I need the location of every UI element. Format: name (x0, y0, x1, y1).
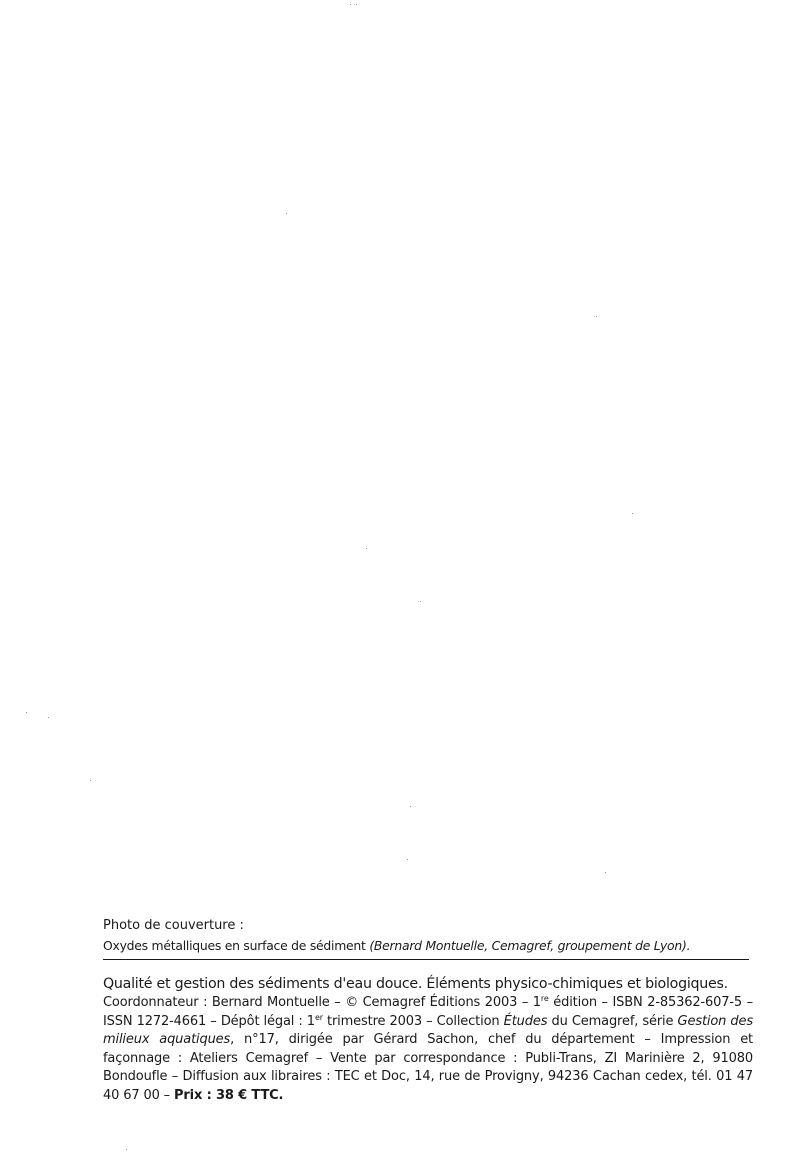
scan-speck (420, 601, 421, 602)
scan-speck (350, 4, 351, 5)
scan-speck (90, 780, 91, 781)
cover-photo-subject: Oxydes métalliques en surface de sédiment (103, 938, 366, 953)
scan-speck (26, 712, 27, 713)
scan-speck (596, 316, 597, 317)
price: Prix : 38 € TTC. (174, 1087, 284, 1103)
scan-speck (366, 548, 367, 549)
cover-photo-description (103, 937, 753, 955)
scan-speck (407, 859, 408, 860)
colophon (103, 974, 753, 1106)
cover-photo-label: Photo de couverture : (103, 918, 244, 933)
scan-speck (126, 1149, 127, 1150)
series-details: , n°17, dirigée par Gérard Sachon, chef du département – Impression et façonnage : Ateliers Cemagref – Vente par correspondance : Publi-Trans, ZI Marinière 2, 91080 Bondoufle – Diffusion aux libraires : TEC et Doc, 14, rue de Provigny, 94236 Cachan cedex, tél. 01 47 40 67 00 – (103, 1032, 753, 1103)
coordinator-text: Coordonnateur : Bernard Montuelle – © Cemagref Éditions 2003 – 1 (103, 995, 541, 1010)
collection-name: Études (503, 1013, 548, 1029)
scan-speck (286, 213, 287, 214)
cover-photo-credit: (Bernard Montuelle, Cemagref, groupement de Lyon). (369, 938, 691, 953)
cover-photo-caption (103, 917, 753, 955)
scan-speck (356, 4, 357, 5)
series-name: Gestion des milieux aquatiques (103, 1013, 753, 1048)
publication-details (103, 994, 753, 1106)
trimester-superscript: er (314, 1012, 323, 1022)
scan-speck (632, 513, 633, 514)
scan-speck (605, 872, 606, 873)
divider-rule (103, 959, 749, 960)
scan-speck (48, 717, 49, 718)
collection-text: trimestre 2003 – Collection (322, 1013, 504, 1029)
series-prefix: du Cemagref, série (547, 1013, 678, 1029)
isbn-text: édition – ISBN 2-85362-607-5 – ISSN 1272-4661 – Dépôt légal : 1 (103, 995, 753, 1029)
scan-speck (410, 806, 411, 807)
edition-superscript: re (540, 994, 549, 1003)
book-title: Qualité et gestion des sédiments d'eau douce. Éléments physico-chimiques et biologiques. (103, 976, 728, 992)
